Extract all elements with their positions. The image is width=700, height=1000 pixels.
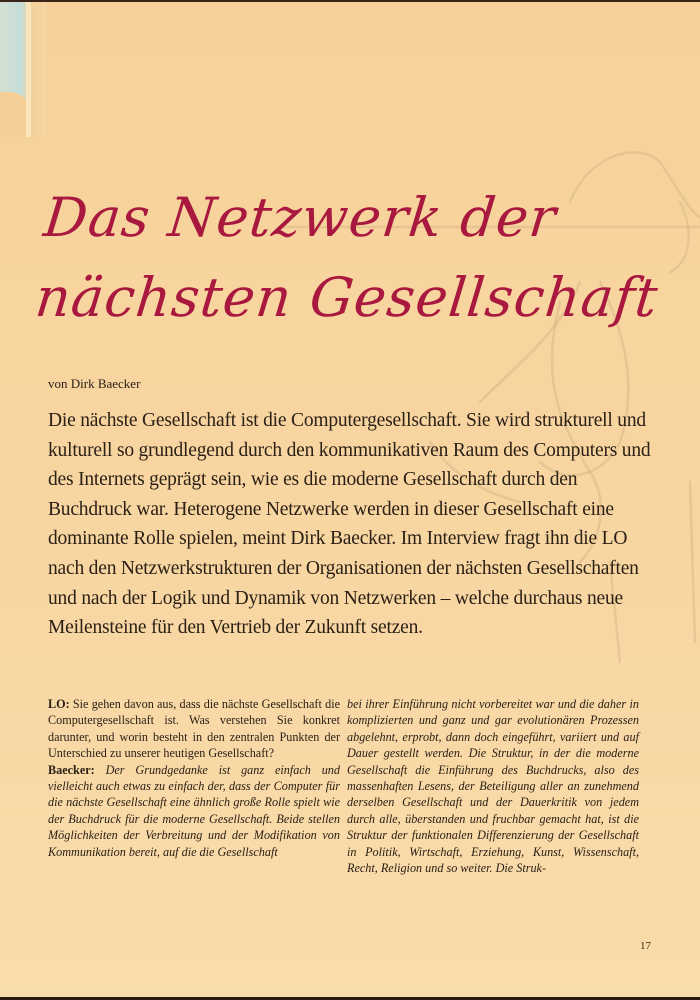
- interview-column-left: [48, 696, 340, 860]
- answer-1: [48, 762, 340, 860]
- lead-paragraph: [48, 406, 660, 643]
- title-line-1: Das Netzwerk der: [40, 186, 560, 250]
- article-title: [32, 178, 689, 338]
- answer-text-left: Der Grundgedanke ist ganz einfach und vielleicht auch etwas zu einfach der, dass der Computer für die nächste Gesellschaft eine ähnlich große Rolle spielt wie der Buchdruck für die moderne Gesellschaft. Beide stellen Möglichkeiten der Verbreitung und der Modifikation von Kommunikation bereit, auf die die Gesellschaft: [48, 762, 340, 859]
- speaker-label-baecker: Baecker:: [48, 762, 95, 777]
- title-line-2: nächsten Gesellschaft: [32, 266, 662, 330]
- decorative-image-strip: [0, 2, 46, 137]
- interview-column-right: [347, 696, 639, 876]
- page-number: 17: [640, 940, 651, 952]
- question-1: [48, 696, 340, 762]
- question-text: Sie gehen davon aus, dass die nächste Gesellschaft die Computergesellschaft ist. Was verstehen Sie konkret darunter, und worin besteht in den zentralen Punkten der Unterschied zu unserer heutigen Gesellschaft?: [48, 697, 340, 761]
- speaker-label-lo: LO:: [48, 697, 70, 711]
- author-byline: von Dirk Baecker: [48, 376, 141, 391]
- answer-text-right: bei ihrer Einführung nicht vorbereitet war und die daher in komplizierten und ganz und gar evolutionären Prozessen abgelehnt, erprobt, dann doch eingeführt, variiert und auf Dauer gestellt werden. Die Struktur, in der die moderne Gesellschaft die Einführung des Buchdrucks, also des massenhaften Lesens, der Beteiligung aller an zunehmend derselben Gesellschaft und der Dauerkritik von jedem durch alle, überstanden und fruchbar gemacht hat, ist die Struktur der funktionalen Differenzierung der Gesellschaft in Politik, Wirtschaft, Erziehung, Kunst, Wissenschaft, Recht, Religion und so weiter. Die Struk-: [347, 697, 639, 876]
- lead-text: Die nächste Gesellschaft ist die Computergesellschaft. Sie wird strukturell und kulturell so grundlegend durch den kommunikativen Raum des Computers und des Internets geprägt sein, wie es die moderne Gesellschaft durch den Buchdruck war. Heterogene Netzwerke werden in dieser Gesellschaft eine dominante Rolle spielen, meint Dirk Baecker. Im Interview fragt ihn die LO nach den Netzwerkstrukturen der Organisationen der nächsten Gesellschaften und nach der Logik und Dynamik von Netzwerken – welche durchaus neue Meilensteine für den Vertrieb der Zukunft setzen.: [48, 410, 651, 639]
